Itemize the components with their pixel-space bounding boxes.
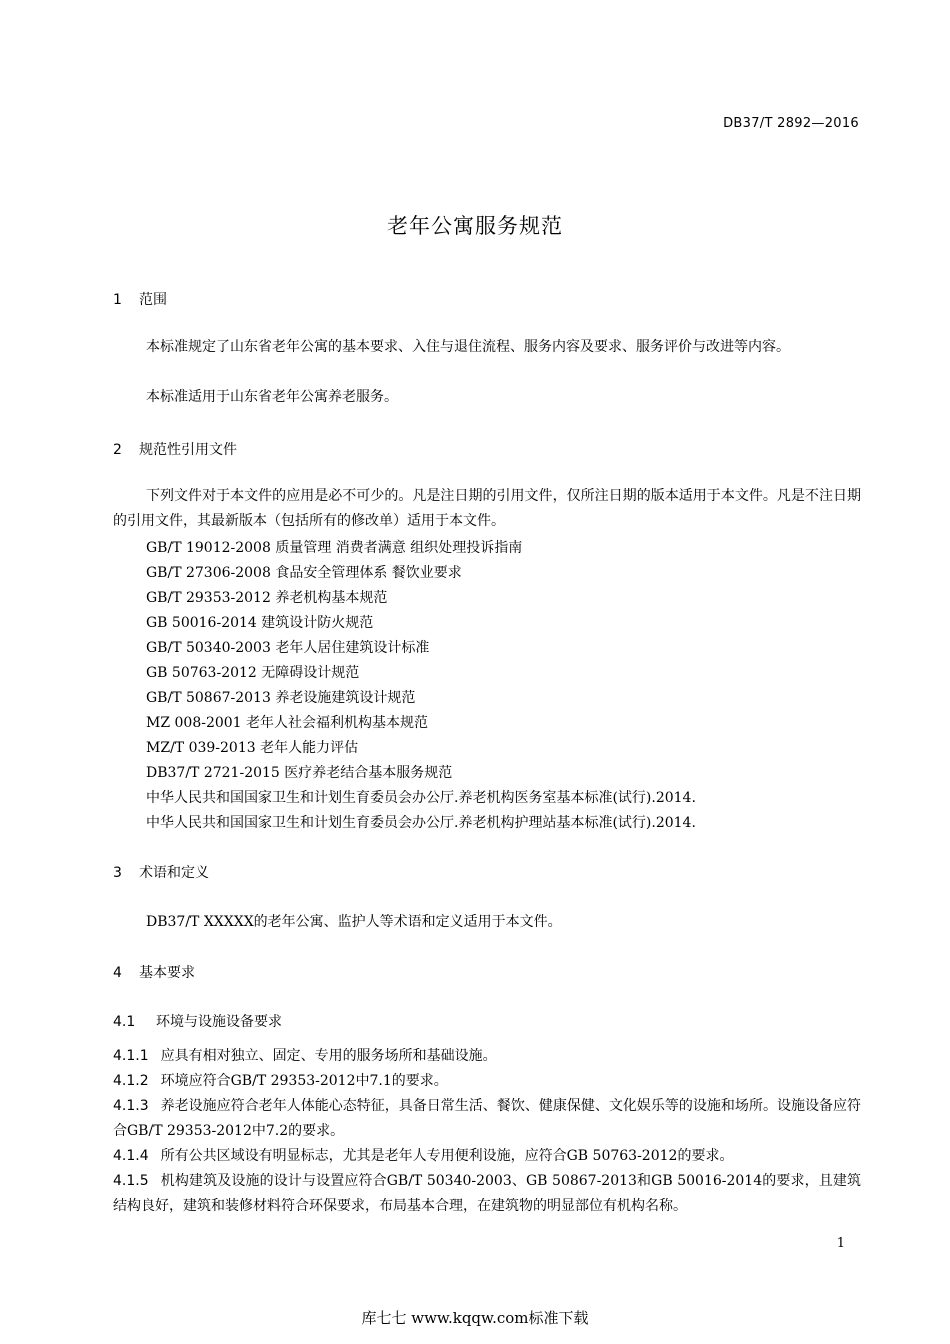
section-3-heading xyxy=(113,862,209,882)
clause-text: 机构建筑及设施的设计与设置应符合GB/T 50340-2003、GB 50867-2013和GB 50016-2014的要求，且建筑结构良好，建筑和装修材料符合环保要求，布局基本合理，在建筑物的明显部位有机构名称。 xyxy=(113,1173,861,1214)
reference-item: GB/T 19012-2008 质量管理 消费者满意 组织处理投诉指南 xyxy=(146,540,523,556)
clause-4-1-3 xyxy=(113,1094,861,1144)
section-number: 4 xyxy=(113,965,122,981)
clause-text: 所有公共区域设有明显标志，尤其是老年人专用便利设施，应符合GB 50763-2012的要求。 xyxy=(160,1148,734,1164)
reference-item: DB37/T 2721-2015 医疗养老结合基本服务规范 xyxy=(146,765,453,781)
section-title: 术语和定义 xyxy=(139,865,209,881)
clause-text: 应具有相对独立、固定、专用的服务场所和基础设施。 xyxy=(160,1048,497,1064)
reference-item: GB 50763-2012 无障碍设计规范 xyxy=(146,665,360,681)
section-number: 2 xyxy=(113,442,122,458)
clause-4-1-2 xyxy=(113,1069,861,1094)
clause-number: 4.1.3 xyxy=(113,1098,149,1114)
clause-text: 养老设施应符合老年人体能心态特征，具备日常生活、餐饮、健康保健、文化娱乐等的设施和场所。设施设备应符合GB/T 29353-2012中7.2的要求。 xyxy=(113,1098,861,1139)
section-3-paragraph-1: DB37/T XXXXX的老年公寓、监护人等术语和定义适用于本文件。 xyxy=(146,914,562,930)
clause-text: 环境应符合GB/T 29353-2012中7.1的要求。 xyxy=(160,1073,448,1089)
clause-number: 4.1.4 xyxy=(113,1148,149,1164)
section-2-paragraph-1: 下列文件对于本文件的应用是必不可少的。凡是注日期的引用文件，仅所注日期的版本适用于本文件。凡是不注日期的引用文件，其最新版本（包括所有的修改单）适用于本文件。 xyxy=(113,488,861,529)
section-1-paragraph-2: 本标准适用于山东省老年公寓养老服务。 xyxy=(146,389,398,405)
clause-4-1-1 xyxy=(113,1044,861,1069)
section-2-heading xyxy=(113,439,237,459)
section-title: 规范性引用文件 xyxy=(139,442,237,458)
reference-item: GB/T 50340-2003 老年人居住建筑设计标准 xyxy=(146,640,430,656)
reference-item: 中华人民共和国国家卫生和计划生育委员会办公厅.养老机构护理站基本标准(试行).2014. xyxy=(146,815,696,831)
footer-source: 库七七 www.kqqw.com标准下载 xyxy=(361,1309,589,1327)
clause-number: 4.1.5 xyxy=(113,1173,149,1189)
section-4-heading xyxy=(113,962,195,982)
document-title: 老年公寓服务规范 xyxy=(387,214,563,238)
reference-item: GB/T 50867-2013 养老设施建筑设计规范 xyxy=(146,690,416,706)
reference-item: 中华人民共和国国家卫生和计划生育委员会办公厅.养老机构医务室基本标准(试行).2014. xyxy=(146,790,696,806)
subsection-number: 4.1 xyxy=(113,1014,136,1030)
clause-4-1-4 xyxy=(113,1144,861,1169)
subsection-title: 环境与设施设备要求 xyxy=(156,1014,282,1030)
clause-number: 4.1.1 xyxy=(113,1048,149,1064)
clause-4-1-5 xyxy=(113,1169,861,1219)
page-number: 1 xyxy=(836,1236,845,1251)
reference-item: GB/T 29353-2012 养老机构基本规范 xyxy=(146,590,388,606)
section-number: 3 xyxy=(113,865,122,881)
section-1-heading xyxy=(113,289,167,309)
section-1-paragraph-1: 本标准规定了山东省老年公寓的基本要求、入住与退住流程、服务内容及要求、服务评价与改进等内容。 xyxy=(146,339,790,355)
reference-item: GB/T 27306-2008 食品安全管理体系 餐饮业要求 xyxy=(146,565,462,581)
subsection-4-1-heading xyxy=(113,1011,282,1031)
section-title: 基本要求 xyxy=(139,965,195,981)
section-title: 范围 xyxy=(139,292,167,308)
clause-number: 4.1.2 xyxy=(113,1073,149,1089)
standard-code: DB37/T 2892—2016 xyxy=(723,116,859,131)
reference-item: GB 50016-2014 建筑设计防火规范 xyxy=(146,615,374,631)
reference-item: MZ 008-2001 老年人社会福利机构基本规范 xyxy=(146,715,429,731)
section-number: 1 xyxy=(113,292,122,308)
reference-item: MZ/T 039-2013 老年人能力评估 xyxy=(146,740,359,756)
